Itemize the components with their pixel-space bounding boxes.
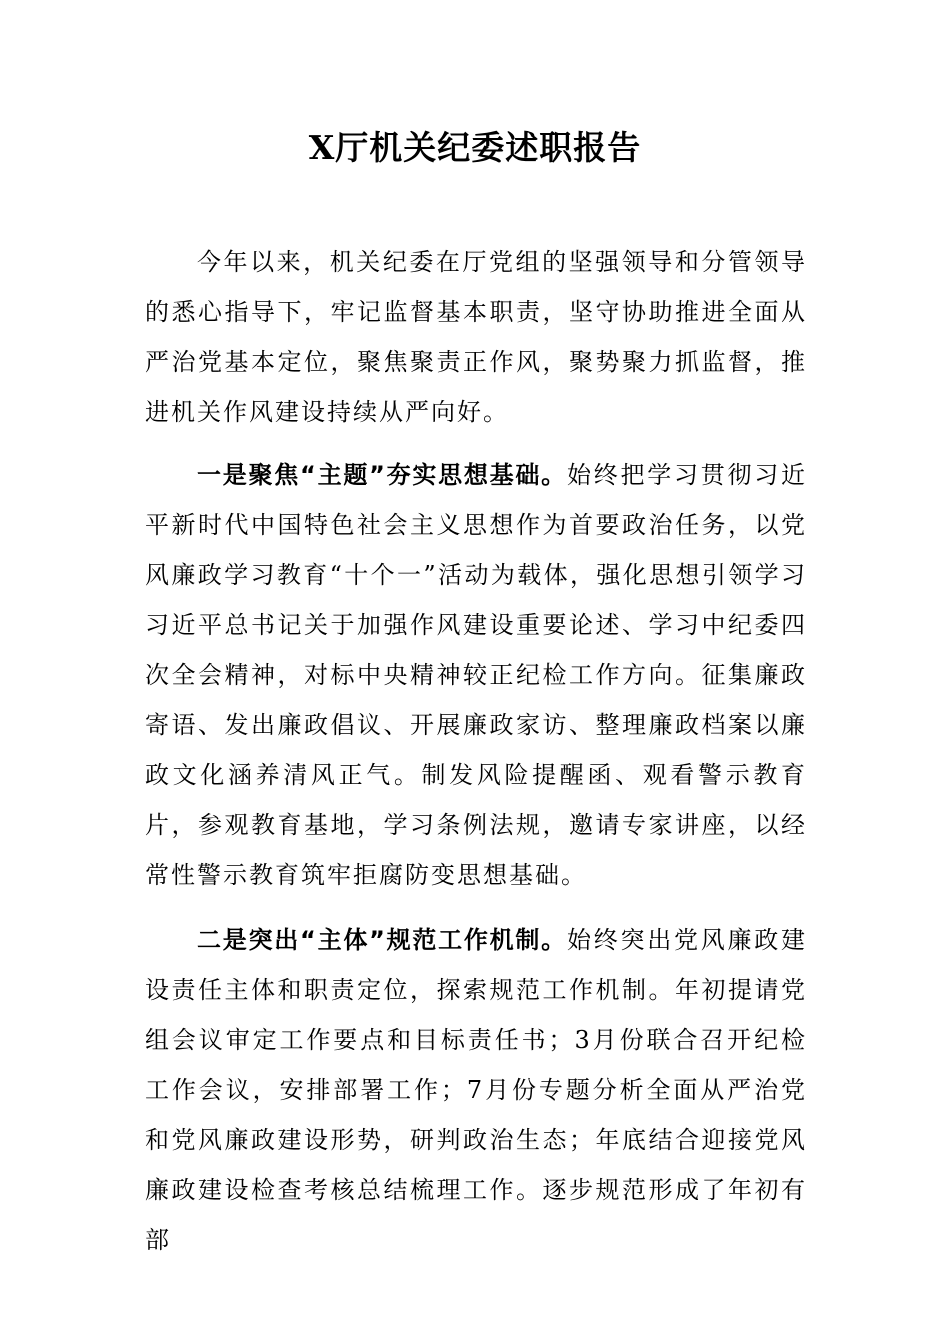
paragraph-text: 始终突出党风廉政建设责任主体和职责定位，探索规范工作机制。年初提请党组会议审定工作要点和目标责任书；3月份联合召开纪检工作会议，安排部署工作；7月份专题分析全面从严治党和党风廉政建设形势，研判政治生态；年底结合迎接党风廉政建设检查考核总结梳理工作。逐步规范形成了年初有部: [145, 926, 808, 1254]
paragraph-intro: [145, 237, 807, 437]
paragraph-section-one: [145, 450, 807, 900]
paragraph-text: 始终把学习贯彻习近平新时代中国特色社会主义思想作为首要政治任务，以党风廉政学习教育“十个一”活动为载体，强化思想引领学习习近平总书记关于加强作风建设重要论述、学习中纪委四次全会精神，对标中央精神较正纪检工作方向。征集廉政寄语、发出廉政倡议、开展廉政家访、整理廉政档案以廉政文化涵养清风正气。制发风险提醒函、观看警示教育片，参观教育基地，学习条例法规，邀请专家讲座，以经常性警示教育筑牢拒腐防变思想基础。: [145, 461, 808, 889]
section-heading: 一是聚焦“主题”夯实思想基础。: [197, 461, 567, 489]
paragraph-text: 今年以来，机关纪委在厅党组的坚强领导和分管领导的悉心指导下，牢记监督基本职责，坚守协助推进全面从严治党基本定位，聚焦聚责正作风，聚势聚力抓监督，推进机关作风建设持续从严向好。: [145, 248, 807, 426]
paragraph-section-two: [145, 915, 807, 1265]
section-heading: 二是突出“主体”规范工作机制。: [197, 926, 567, 954]
document-title: X厅机关纪委述职报告: [308, 128, 642, 167]
